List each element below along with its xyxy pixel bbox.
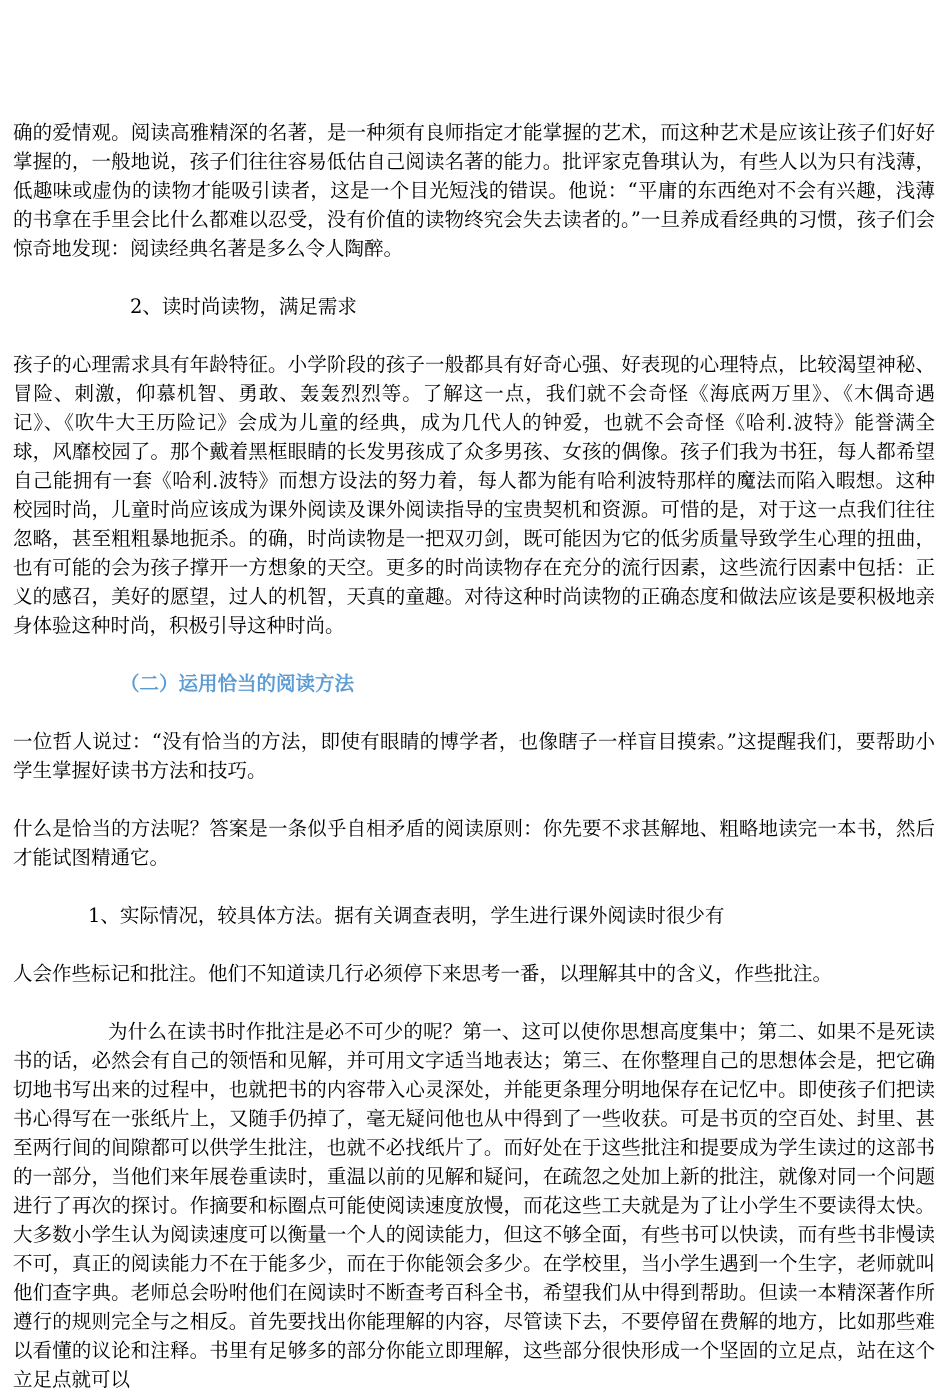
paragraph-fashion-reading: 孩子的心理需求具有年龄特征。小学阶段的孩子一般都具有好奇心强、好表现的心理特点，比较渴望神秘、冒险、刺激，仰慕机智、勇敢、轰轰烈烈等。了解这一点，我们就不会奇怪《海底两万里》、《木偶奇遇记》、《吹牛大王历险记》会成为儿童的经典，成为几代人的钟爱，也就不会奇怪《哈利.波特》能誉满全球，风靡校园了。那个戴着黑框眼睛的长发男孩成了众多男孩、女孩的偶像。孩子们我为书狂，每人都希望自己能拥有一套《哈利.波特》而想方设法的努力着，每人都为能有哈利波特那样的魔法而陷入暇想。这种校园时尚，儿童时尚应该成为课外阅读及课外阅读指导的宝贵契机和资源。可惜的是，对于这一点我们往往忽略，甚至粗粗暴地扼杀。的确，时尚读物是一把双刃剑，既可能因为它的低劣质量导致学生心理的扭曲，也有可能的会为孩子撑开一方想象的天空。更多的时尚读物存在充分的流行因素，这些流行因素中包括：正义的感召，美好的愿望，过人的机智，天真的童趣。对待这种时尚读物的正确态度和做法应该是要积极地亲身体验这种时尚，积极引导这种时尚。 xyxy=(13,353,935,637)
paragraph-annotation-note: 人会作些标记和批注。他们不知道读几行必须停下来思考一番，以理解其中的含义，作些批注。 xyxy=(13,962,833,985)
paragraph-philosopher-quote: 一位哲人说过：“没有恰当的方法，即使有眼睛的博学者，也像瞎子一样盲目摸索。”这提醒我们，要帮助小学生掌握好读书方法和技巧。 xyxy=(13,730,935,782)
subheading-practical-method: 1、实际情况，较具体方法。据有关调查表明，学生进行课外阅读时很少有 xyxy=(88,904,725,927)
paragraph-proper-method: 什么是恰当的方法呢？答案是一条似乎自相矛盾的阅读原则：你先要不求甚解地、粗略地读完一本书，然后才能试图精通它。 xyxy=(13,817,935,869)
spacer xyxy=(13,872,935,901)
document-page xyxy=(13,118,935,1394)
spacer xyxy=(13,930,935,959)
spacer xyxy=(13,321,935,350)
subheading-fashion-reading: 2、读时尚读物，满足需求 xyxy=(130,295,357,318)
spacer xyxy=(13,785,935,814)
paragraph-classics: 确的爱情观。阅读高雅精深的名著，是一种须有良师指定才能掌握的艺术，而这种艺术是应该让孩子们好好掌握的，一般地说，孩子们往往容易低估自己阅读名著的能力。批评家克鲁琪认为，有些人以为只有浅薄，低趣味或虚伪的读物才能吸引读者，这是一个目光短浅的错误。他说：“平庸的东西绝对不会有兴趣，浅薄的书拿在手里会比什么都难以忍受，没有价值的读物终究会失去读者的。”一旦养成看经典的习惯，孩子们会惊奇地发现：阅读经典名著是多么令人陶醉。 xyxy=(13,121,935,260)
section-heading-reading-methods: （二）运用恰当的阅读方法 xyxy=(120,672,355,695)
paragraph-why-annotate: 为什么在读书时作批注是必不可少的呢？第一、这可以使你思想高度集中；第二、如果不是死读书的话，必然会有自己的领悟和见解，并可用文字适当地表达；第三、在你整理自己的思想体会是，把它确切地书写出来的过程中，也就把书的内容带入心灵深处，并能更条理分明地保存在记忆中。即使孩子们把读书心得写在一张纸片上，又随手仍掉了，毫无疑问他也从中得到了一些收获。可是书页的空百处、封里、甚至两行间的间隙都可以供学生批注，也就不必找纸片了。而好处在于这些批注和提要成为学生读过的这部书的一部分，当他们来年展卷重读时，重温以前的见解和疑问，在疏忽之处加上新的批注，就像对同一个问题进行了再次的探讨。作摘要和标圈点可能使阅读速度放慢，而花这些工夫就是为了让小学生不要读得太快。大多数小学生认为阅读速度可以衡量一个人的阅读能力，但这不够全面，有些书可以快读，而有些书非慢读不可，真正的阅读能力不在于能多少，而在于你能领会多少。在学校里，当小学生遇到一个生字，老师就叫他们查字典。老师总会吩咐他们在阅读时不断查考百科全书，希望我们从中得到帮助。但读一本精深著作所遵行的规则完全与之相反。首先要找出你能理解的内容，尽管读下去，不要停留在费解的地方，比如那些难以看懂的议论和注释。书里有足够多的部分你能立即理解，这些部分很快形成一个坚固的立足点，站在这个立足点就可以 xyxy=(13,1020,935,1391)
spacer xyxy=(13,263,935,292)
spacer xyxy=(13,640,935,669)
spacer xyxy=(13,698,935,727)
spacer xyxy=(13,988,935,1017)
